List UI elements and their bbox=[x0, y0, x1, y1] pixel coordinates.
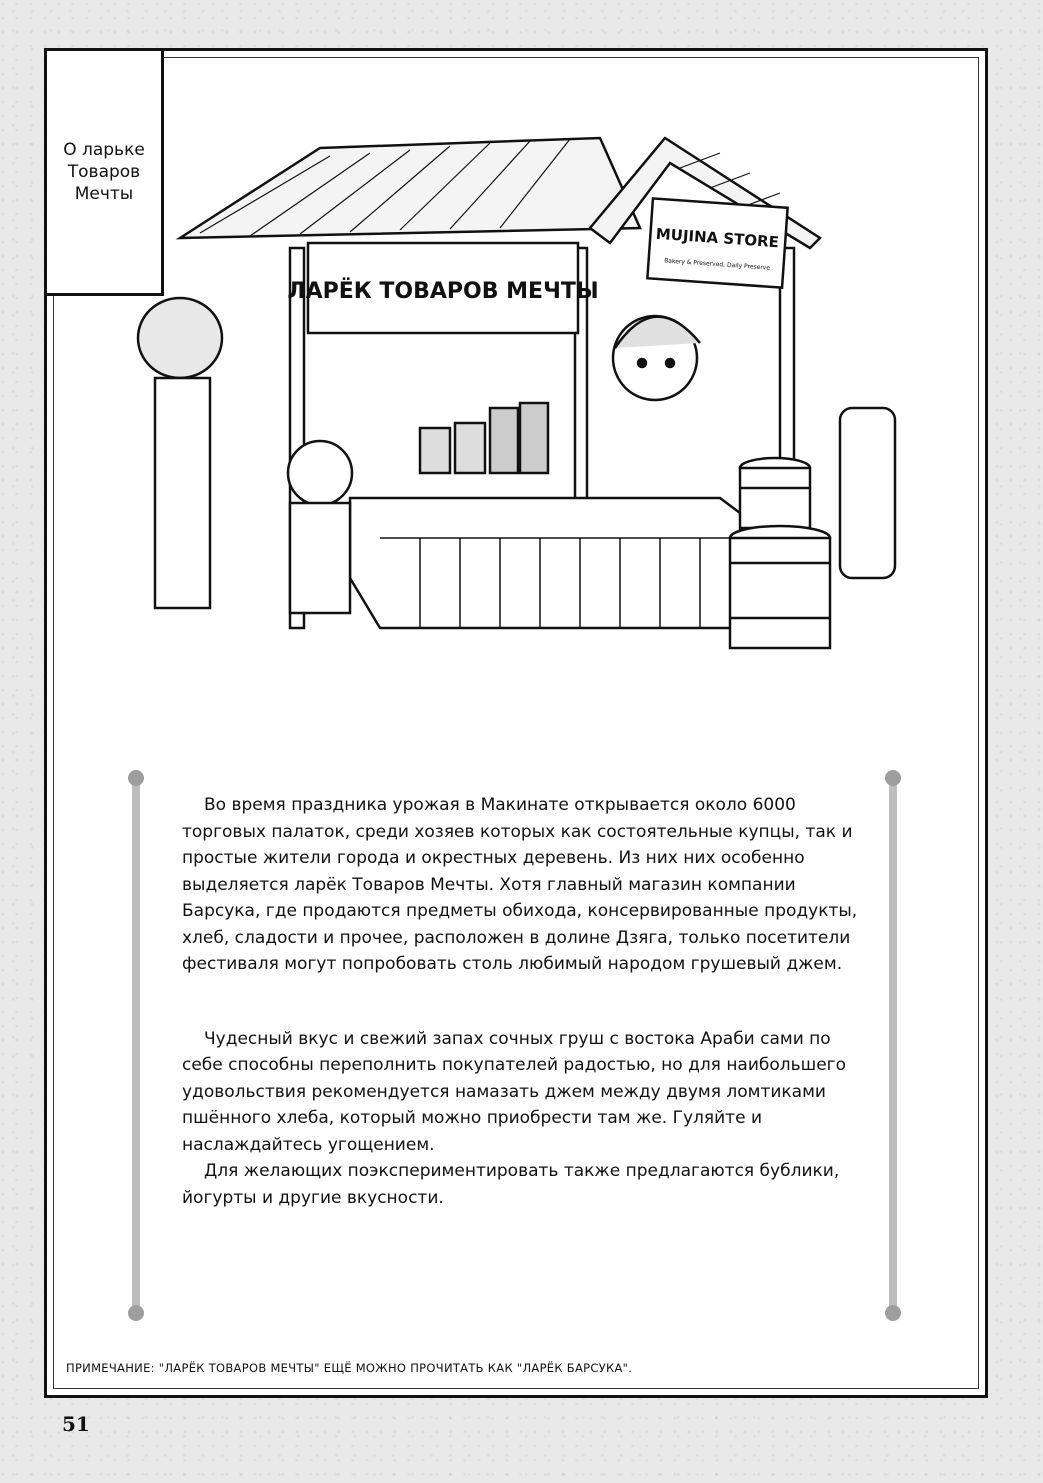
paragraph: Чудесный вкус и свежий запах сочных груш с востока Араби сами по себе способны переполнить покупателей радостью, но для наибольшего удовольствия рекомендуется намазать джем между двумя ломтиками пшённого хлеба, который можно приобрести там же. Гуляйте и наслаждайтесь угощением. bbox=[182, 1028, 847, 1155]
stall-sign-side-small: Bakery & Preserved, Daily Preserve bbox=[663, 257, 771, 272]
side-label-box bbox=[44, 48, 164, 296]
stall-sign-side-text: MUJINA STORE bbox=[655, 224, 780, 252]
text-panel bbox=[132, 768, 897, 1323]
paragraph: Во время праздника урожая в Макинате открывается около 6000 торговых палаток, среди хозяев которых как состоятельные купцы, так и простые жители города и окрестных деревень. Из них них особенно выделяется ларёк Товаров Мечты. Хотя главный магазин компании Барсука, где продаются предметы обихода, консервированные продукты, хлеб, сладости и прочее, расположен в долине Дзяга, только посетители фестиваля могут попробовать столь любимый народом грушевый джем. bbox=[182, 795, 858, 974]
paragraph: Для желающих поэкспериментировать также предлагаются бублики, йогурты и другие вкусности. bbox=[182, 1161, 840, 1208]
translator-note: ПРИМЕЧАНИЕ: "ЛАРЁК ТОВАРОВ МЕЧТЫ" ЕЩЁ МОЖНО ПРОЧИТАТЬ КАК "ЛАРЁК БАРСУКА". bbox=[66, 1361, 633, 1375]
panel-left-rail bbox=[132, 780, 140, 1311]
page-number: 51 bbox=[62, 1412, 90, 1436]
text-body bbox=[182, 792, 862, 1211]
stall-sign-main-text: ЛАРЁК ТОВАРОВ МЕЧТЫ bbox=[287, 279, 599, 304]
side-label: О ларьке Товаров Мечты bbox=[63, 140, 145, 204]
market-stall-illustration bbox=[120, 108, 920, 728]
panel-right-rail bbox=[889, 780, 897, 1311]
